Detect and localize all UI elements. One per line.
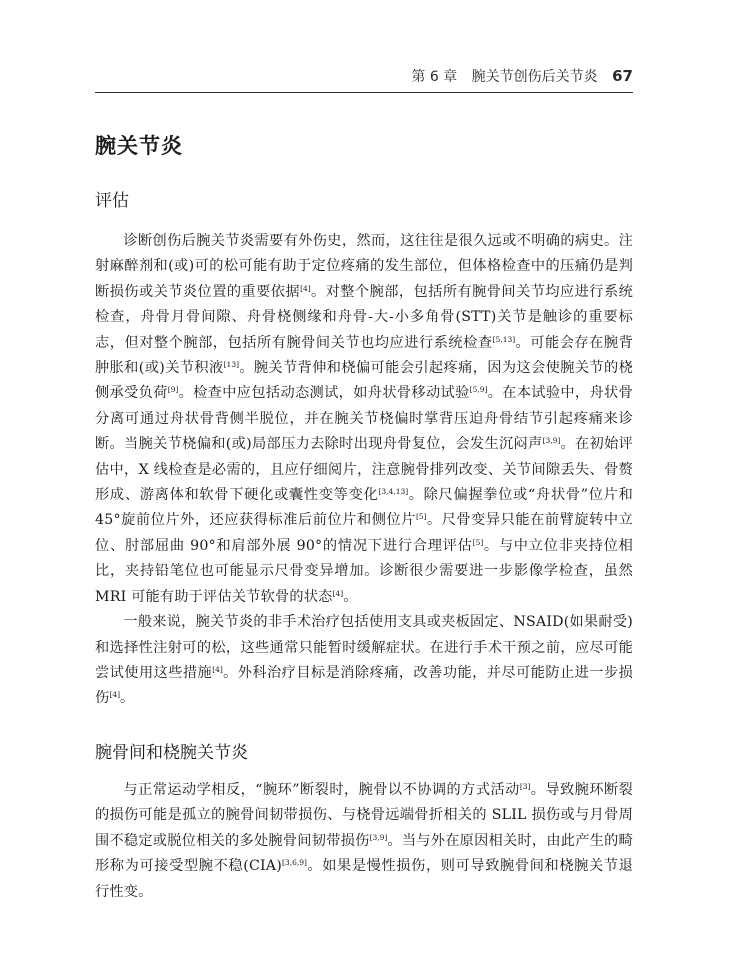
citation-ref: [3] xyxy=(519,782,531,791)
text-run: 。 xyxy=(343,588,358,605)
citation-ref: [4] xyxy=(109,690,121,700)
citation-ref: [3,6,9] xyxy=(282,858,307,868)
citation-ref: [5,9] xyxy=(469,385,488,395)
text-run: 。尺骨变异只能在前臂旋转中立位、肘部屈曲 90°和肩部外展 90°的情况下进行合理评估 xyxy=(95,512,633,554)
text-run: 。在初始评估中，X 线检查是必需的，且应仔细阅片，注意腕骨排列改变、关节间隙丢失、骨赘形成、游离体和软骨下硬化或囊性变等变化 xyxy=(95,436,633,504)
citation-ref: [5,13] xyxy=(492,334,516,344)
text-run: 。腕关节背伸和桡偏可能会引起疼痛，因为这会使腕关节的桡侧承受负荷 xyxy=(95,360,634,402)
body-paragraph xyxy=(95,778,633,905)
citation-ref: [3,9] xyxy=(542,436,561,446)
text-run: 。导致腕环断裂的损伤可能是孤立的腕骨间韧带损伤、与桡骨远端骨折相关的 SLIL 损伤或与月骨周围不稳定或脱位相关的多处腕骨间韧带损伤 xyxy=(95,782,634,849)
body-paragraph xyxy=(95,610,633,712)
text-run: 。检查中应包括动态测试，如舟状骨移动试验 xyxy=(178,385,470,402)
text-run: 与正常运动学相反，“腕环”断裂时，腕骨以不协调的方式活动 xyxy=(123,782,520,798)
citation-ref: [5] xyxy=(472,537,484,547)
citation-ref: [9] xyxy=(167,385,179,395)
text-run: 一般来说，腕关节炎的非手术治疗包括使用支具或夹板固定、NSAID(如果耐受)和选择性注射可的松，这些通常只能暂时缓解症状。在进行手术干预之前，应尽可能尝试使用这些措施 xyxy=(95,614,633,681)
text-run: 。 xyxy=(120,690,135,707)
citation-ref: [13] xyxy=(223,360,240,370)
citation-ref: [4] xyxy=(212,664,223,674)
text-run: 。可能会存在腕背肿胀和(或)关节积液 xyxy=(95,334,633,377)
subsection-heading-intercarpal: 腕骨间和桡腕关节炎 xyxy=(95,743,248,763)
text-run: 诊断创伤后腕关节炎需要有外伤史，然而，这往往是很久远或不明确的病史。注射麻醉剂和(或)可的松可能有助于定位疼痛的发生部位，但体格检查中的压痛仍是判断损伤或关节炎位置的重要依据 xyxy=(95,233,633,300)
citation-ref: [4] xyxy=(332,588,344,598)
subsection-heading-assessment: 评估 xyxy=(95,191,129,211)
text-run: 。与中立位非夹持位相比，夹持铅笔位也可能显示尺骨变异增加。诊断很少需要进一步影像学检查，虽然 MRI 可能有助于评估关节软骨的状态 xyxy=(95,537,633,605)
text-run: 。外科治疗目标是消除疼痛，改善功能，并尽可能防止进一步损伤 xyxy=(95,664,633,707)
text-run: 。对整个腕部，包括所有腕骨间关节均应进行系统检查，舟骨月骨间隙、舟骨桡侧缘和舟骨-大-小多角骨(STT)关节是触诊的重要标志，但对整个腕部，包括所有腕骨间关节也均应进行系统检查 xyxy=(95,283,633,351)
section-title: 腕关节炎 xyxy=(95,133,183,158)
running-header xyxy=(95,66,633,87)
body-paragraph xyxy=(95,229,633,610)
assessment-body xyxy=(95,229,633,712)
text-run: 。在本试验中，舟状骨分离可通过舟状骨背侧半脱位，并在腕关节桡偏时掌背压迫舟骨结节引起疼痛来诊断。当腕关节桡偏和(或)局部压力去除时出现舟骨复位，会发生沉闷声 xyxy=(95,385,633,453)
citation-ref: [3,4,13] xyxy=(378,487,409,497)
citation-ref: [5] xyxy=(415,512,427,522)
intercarpal-body xyxy=(95,778,633,905)
header-rule xyxy=(95,92,633,93)
citation-ref: [4] xyxy=(300,283,311,293)
text-run: 。如果是慢性损伤，则可导致腕骨间和桡腕关节退行性变。 xyxy=(95,858,634,900)
text-run: 。除尺偏握拳位或“舟状骨”位片和 45°旋前位片外，还应获得标准后前位片和侧位片 xyxy=(95,487,633,529)
page-number: 67 xyxy=(612,67,633,85)
text-run: 。当与外在原因相关时，由此产生的畸形称为可接受型腕不稳(CIA) xyxy=(95,832,633,875)
chapter-title: 腕关节创伤后关节炎 xyxy=(471,69,598,85)
chapter-number: 第 6 章 xyxy=(411,69,458,85)
citation-ref: [3,9] xyxy=(369,832,388,842)
